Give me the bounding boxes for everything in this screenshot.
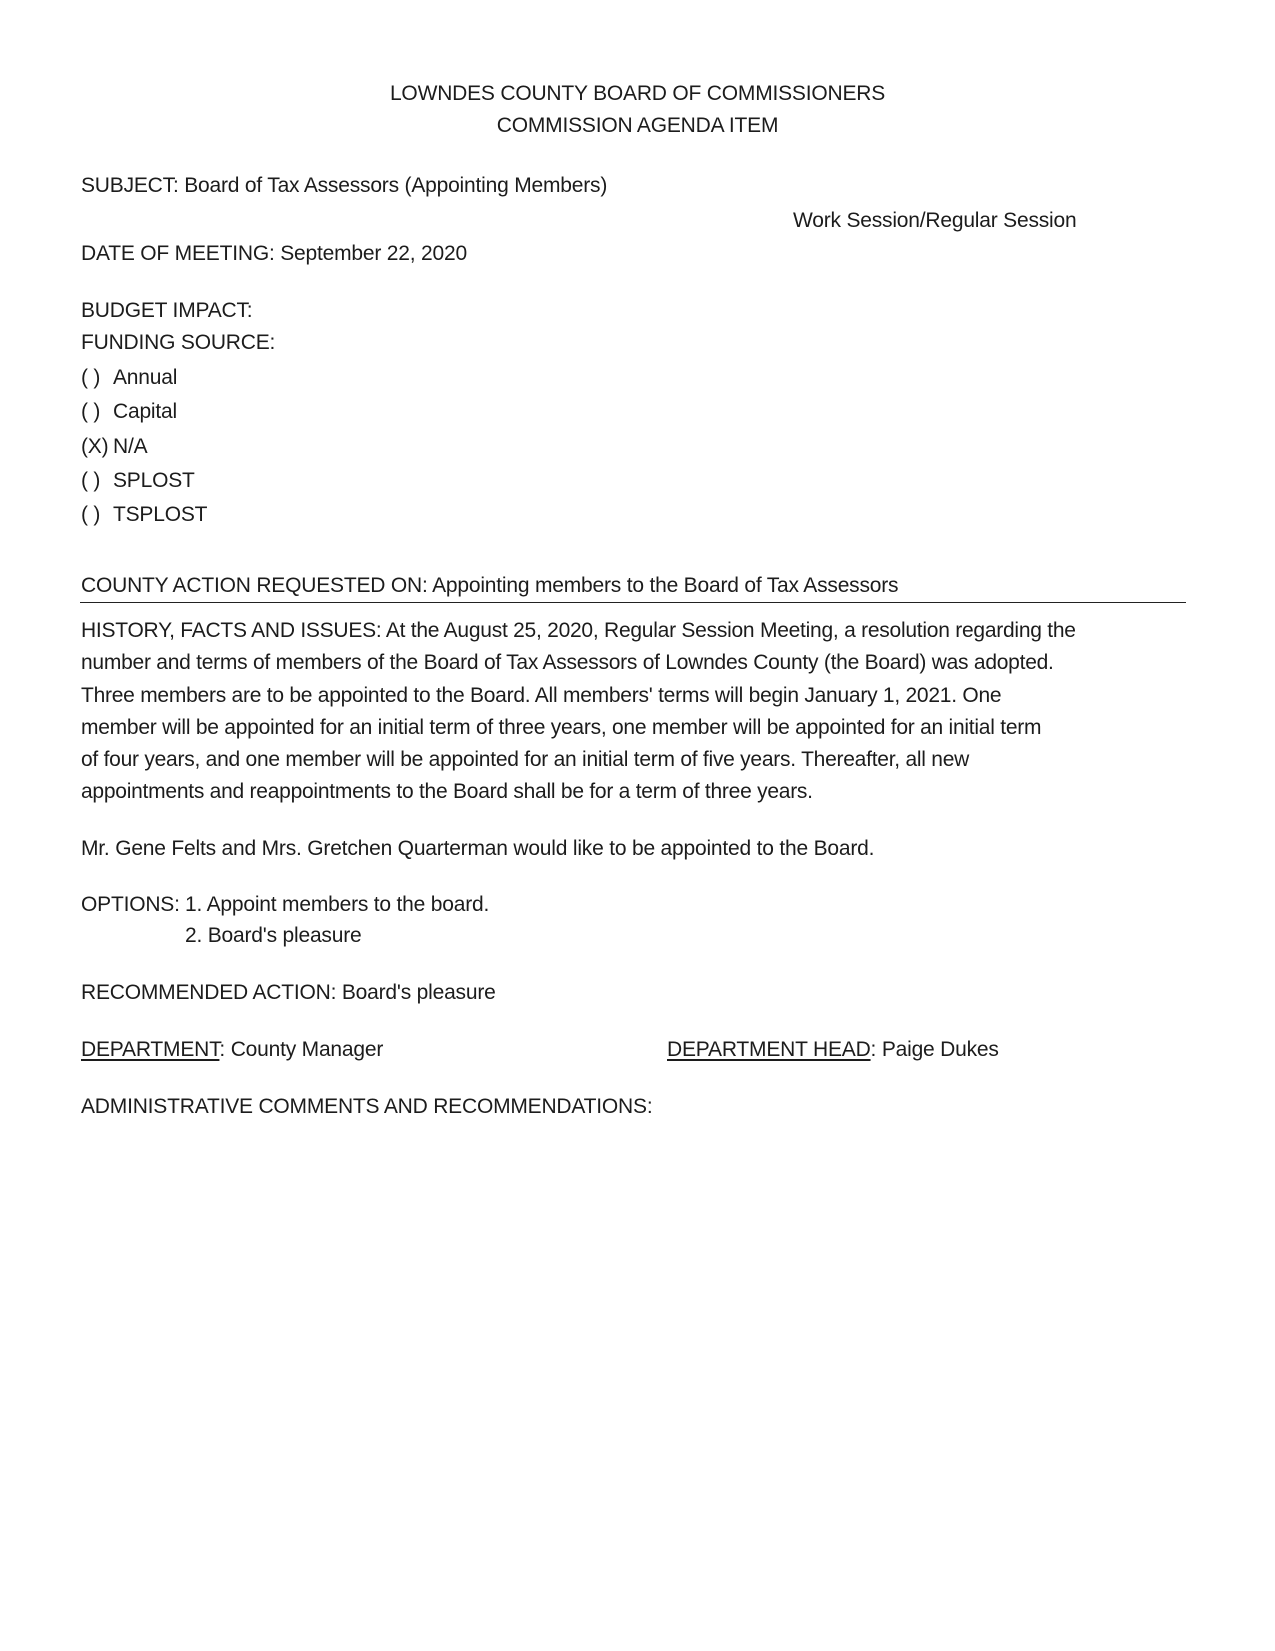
recommended-action-label: RECOMMENDED ACTION: [81, 981, 337, 1004]
action-requested-row [81, 573, 898, 599]
options-label: OPTIONS: [81, 893, 180, 916]
department-row [81, 1037, 383, 1063]
subject-label: SUBJECT: [81, 174, 179, 197]
budget-impact-label: BUDGET IMPACT: [81, 299, 253, 322]
funding-option-capital [81, 399, 177, 425]
section-divider [80, 602, 1186, 603]
funding-option-annual [81, 365, 177, 391]
funding-option-label: N/A [113, 435, 148, 458]
history-line: Three members are to be appointed to the Board. All members' terms will begin January 1, 2021. One [81, 683, 1002, 707]
option-item-1: 1. Appoint members to the board. [185, 893, 490, 916]
session-type: Work Session/Regular Session [793, 209, 1077, 232]
checkbox-mark: ( ) [81, 400, 101, 423]
funding-option-tsplost [81, 502, 207, 528]
funding-option-na [81, 434, 147, 460]
action-requested-label: COUNTY ACTION REQUESTED ON: [81, 574, 428, 597]
meeting-date-label: DATE OF MEETING: [81, 242, 275, 265]
funding-source-label: FUNDING SOURCE: [81, 331, 276, 354]
history-line: of four years, and one member will be appointed for an initial term of five years. Thereafter, all new [81, 748, 970, 772]
department-value: : County Manager [219, 1038, 384, 1061]
admin-comments-label: ADMINISTRATIVE COMMENTS AND RECOMMENDATIONS: [81, 1095, 653, 1118]
candidates-note: Mr. Gene Felts and Mrs. Gretchen Quarterman would like to be appointed to the Board. [81, 837, 875, 860]
subject-row [81, 173, 607, 199]
option-item-2: 2. Board's pleasure [185, 924, 362, 947]
history-line: HISTORY, FACTS AND ISSUES: At the August 25, 2020, Regular Session Meeting, a resolution regarding the [81, 619, 1076, 642]
funding-option-label: TSPLOST [113, 503, 208, 526]
org-title: LOWNDES COUNTY BOARD OF COMMISSIONERS [389, 82, 886, 105]
history-line: number and terms of members of the Board of Tax Assessors of Lowndes County (the Board) was adopted. [81, 651, 1054, 675]
recommended-action-row [81, 980, 496, 1006]
department-label: DEPARTMENT [81, 1038, 220, 1061]
funding-option-splost [81, 468, 195, 494]
doc-title: COMMISSION AGENDA ITEM [496, 114, 779, 137]
department-head-value: : Paige Dukes [870, 1038, 999, 1061]
history-line: appointments and reappointments to the Board shall be for a term of three years. [81, 780, 813, 804]
funding-option-label: Annual [113, 366, 178, 389]
checkbox-mark-checked: (X) [81, 435, 109, 458]
subject-value: Board of Tax Assessors (Appointing Members) [184, 174, 608, 197]
checkbox-mark: ( ) [81, 469, 101, 492]
action-requested-value: Appointing members to the Board of Tax Assessors [432, 574, 899, 597]
department-head-label: DEPARTMENT HEAD [667, 1038, 871, 1061]
meeting-date-value: September 22, 2020 [280, 242, 467, 265]
history-paragraph [81, 615, 1191, 809]
funding-option-label: SPLOST [113, 469, 195, 492]
checkbox-mark: ( ) [81, 366, 101, 389]
department-head-row [667, 1037, 999, 1063]
funding-option-label: Capital [113, 400, 177, 423]
meeting-date-row [81, 241, 467, 267]
checkbox-mark: ( ) [81, 503, 101, 526]
recommended-action-value: Board's pleasure [341, 981, 496, 1004]
history-line: member will be appointed for an initial term of three years, one member will be appointed for an initial term [81, 715, 1042, 739]
